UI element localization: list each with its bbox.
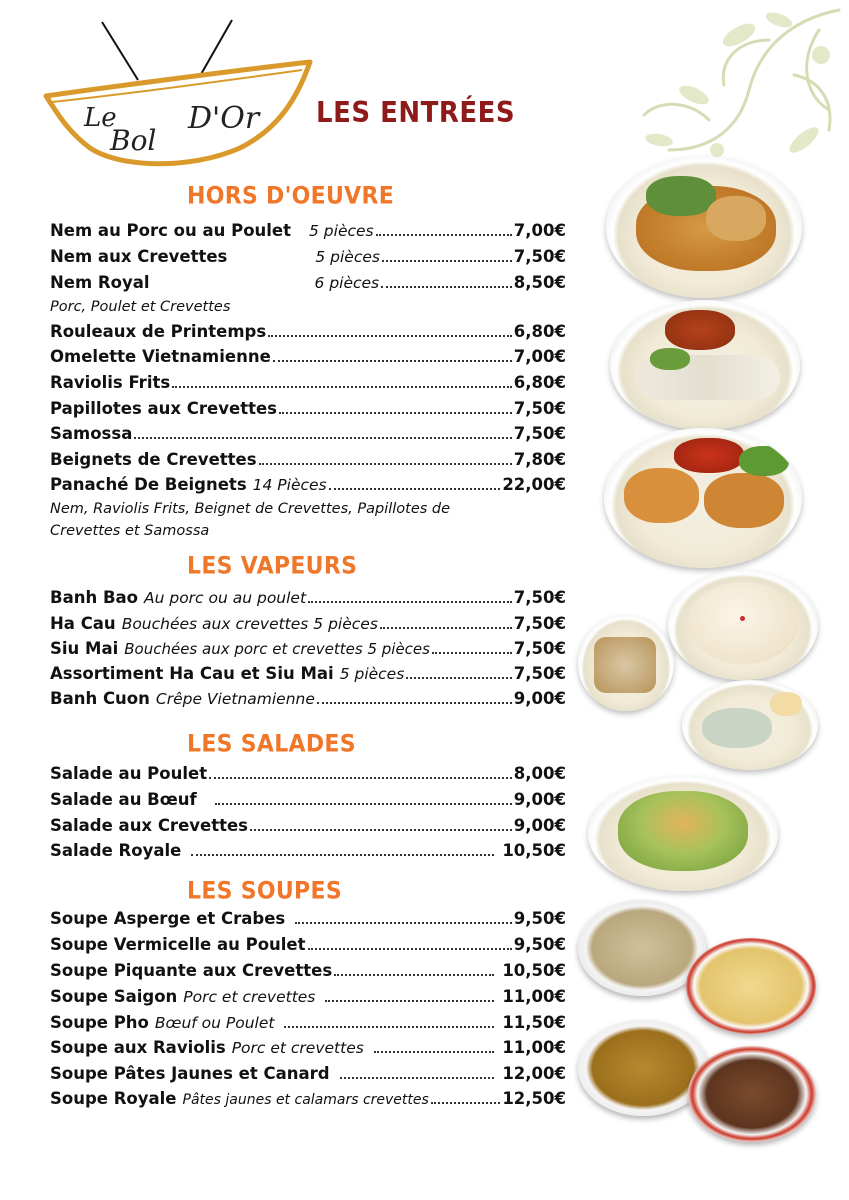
item-price: 7,50€ (513, 588, 566, 607)
dish-photo-salade (588, 776, 778, 891)
item-price: 9,00€ (513, 689, 566, 708)
floral-ornament-icon (589, 0, 849, 170)
item-name: Nem aux Crevettes (50, 247, 228, 266)
brand-line2: Bol (110, 124, 157, 157)
dish-photo-nems (606, 156, 802, 298)
item-desc: Porc et crevettes (231, 1039, 364, 1057)
menu-item (50, 322, 566, 348)
dot-leader (329, 488, 501, 490)
item-price: 6,80€ (513, 373, 566, 392)
item-name: Salade aux Crevettes (50, 816, 248, 835)
item-name: Salade au Poulet (50, 764, 208, 783)
item-desc: 6 pièces (314, 274, 380, 292)
brand-line3: D'Or (188, 101, 260, 136)
dot-leader (381, 286, 512, 288)
dot-leader (284, 1026, 494, 1028)
item-price: 9,50€ (513, 909, 566, 928)
item-price: 9,00€ (513, 790, 566, 809)
dot-leader (340, 1077, 495, 1079)
menu-item (50, 614, 566, 640)
item-price: 10,50€ (502, 841, 566, 860)
dot-leader (250, 829, 512, 831)
item-note: Nem, Raviolis Frits, Beignet de Crevettes, Papillotes de Crevettes et Samossa (50, 501, 451, 539)
menu-item (50, 909, 566, 935)
item-name: Soupe aux Raviolis (50, 1038, 226, 1057)
section-title-hors-doeuvre: HORS D'OEUVRE (187, 183, 395, 210)
item-name: Siu Mai (50, 639, 119, 658)
section-title-vapeurs: LES VAPEURS (187, 553, 358, 580)
item-price: 7,80€ (513, 450, 566, 469)
dish-photo-banh-bao (668, 570, 818, 680)
dot-leader (380, 627, 512, 629)
dot-leader (259, 463, 512, 465)
dot-leader (215, 803, 512, 805)
menu-item (50, 841, 566, 867)
item-price: 10,50€ (502, 961, 566, 980)
section-title-salades: LES SALADES (187, 731, 356, 758)
item-name: Banh Bao (50, 588, 138, 607)
dot-leader (209, 777, 512, 779)
dot-leader (191, 854, 494, 856)
item-price: 7,50€ (513, 639, 566, 658)
menu-item (50, 347, 566, 373)
item-price: 11,50€ (502, 1013, 566, 1032)
item-price: 7,00€ (513, 221, 566, 240)
item-price: 7,50€ (513, 664, 566, 683)
item-name: Soupe Pho (50, 1013, 149, 1032)
menu-item (50, 987, 566, 1013)
dish-photo-beignets (604, 428, 802, 568)
item-desc: 14 Pièces (252, 476, 327, 494)
item-name: Salade Royale (50, 841, 182, 860)
item-desc: 5 pièces (309, 222, 374, 240)
menu-item (50, 1038, 566, 1064)
item-price: 7,50€ (513, 247, 566, 266)
item-name: Assortiment Ha Cau et Siu Mai (50, 664, 334, 683)
item-price: 9,50€ (513, 935, 566, 954)
item-name: Soupe Piquante aux Crevettes (50, 961, 333, 980)
item-name: Soupe Pâtes Jaunes et Canard (50, 1064, 330, 1083)
brand-logo (40, 18, 320, 178)
item-name: Soupe Royale (50, 1089, 177, 1108)
menu-item (50, 373, 566, 399)
menu-item (50, 424, 566, 450)
item-desc: Crêpe Vietnamienne (155, 690, 315, 708)
dot-leader (273, 360, 512, 362)
item-desc: Bouchées aux crevettes 5 pièces (121, 615, 378, 633)
item-name: Nem Royal (50, 273, 150, 292)
menu-item (50, 221, 566, 247)
item-name: Banh Cuon (50, 689, 150, 708)
menu-item (50, 935, 566, 961)
item-name: Papillotes aux Crevettes (50, 399, 277, 418)
menu-item (50, 689, 566, 715)
item-name: Beignets de Crevettes (50, 450, 257, 469)
item-price: 11,00€ (502, 987, 566, 1006)
item-price: 22,00€ (502, 475, 566, 494)
dot-leader (376, 234, 512, 236)
menu-item (50, 816, 566, 842)
item-name: Panaché De Beignets (50, 475, 247, 494)
menu-item (50, 639, 566, 665)
dot-leader (268, 335, 512, 337)
item-price: 12,50€ (502, 1089, 566, 1108)
dish-photo-soupe-vermicelle (686, 938, 816, 1034)
item-desc: Porc et crevettes (183, 988, 316, 1006)
dot-leader (317, 702, 512, 704)
item-price: 9,00€ (513, 816, 566, 835)
page-title: LES ENTRÉES (316, 97, 516, 130)
dot-leader (295, 922, 512, 924)
item-price: 7,50€ (513, 424, 566, 443)
item-desc: Bœuf ou Poulet (154, 1014, 275, 1032)
dot-leader (134, 437, 511, 439)
menu-item (50, 790, 566, 816)
item-desc: Bouchées aux porc et crevettes 5 pièces (124, 640, 430, 658)
item-name: Salade au Bœuf (50, 790, 197, 809)
menu-item (50, 1064, 566, 1090)
item-desc: Pâtes jaunes et calamars crevettes (182, 1092, 429, 1108)
dot-leader (279, 412, 512, 414)
dish-photo-soupe-pho (688, 1046, 816, 1142)
item-name: Nem au Porc ou au Poulet (50, 221, 292, 240)
menu-item (50, 664, 566, 690)
item-desc: 5 pièces (315, 248, 380, 266)
item-name: Soupe Vermicelle au Poulet (50, 935, 306, 954)
dot-leader (432, 652, 512, 654)
item-price: 6,80€ (513, 322, 566, 341)
item-name: Samossa (50, 424, 133, 443)
menu-item (50, 764, 566, 790)
menu-item (50, 247, 566, 273)
item-name: Omelette Vietnamienne (50, 347, 271, 366)
item-name: Soupe Asperge et Crabes (50, 909, 286, 928)
dish-photo-banh-cuon (682, 680, 818, 770)
dot-leader (431, 1102, 501, 1104)
item-price: 8,00€ (513, 764, 566, 783)
brand-line1: Le (84, 103, 117, 133)
item-desc: Au porc ou au poulet (144, 589, 307, 607)
menu-item (50, 961, 566, 987)
dot-leader (172, 386, 512, 388)
item-desc: 5 pièces (339, 665, 405, 683)
dot-leader (382, 260, 512, 262)
item-name: Rouleaux de Printemps (50, 322, 267, 341)
item-price: 7,00€ (513, 347, 566, 366)
item-note: Porc, Poulet et Crevettes (50, 299, 231, 315)
menu-item (50, 399, 566, 425)
item-name: Ha Cau (50, 614, 116, 633)
dot-leader (374, 1051, 495, 1053)
item-name: Raviolis Frits (50, 373, 171, 392)
dot-leader (334, 974, 494, 976)
menu-item (50, 1013, 566, 1039)
dish-photo-ha-cau (578, 615, 674, 711)
bowl-logo-icon (40, 18, 320, 178)
chopsticks-icon (102, 20, 232, 80)
dish-photo-rouleaux (610, 300, 800, 430)
dot-leader (308, 601, 512, 603)
dot-leader (308, 948, 512, 950)
item-price: 11,00€ (502, 1038, 566, 1057)
dot-leader (406, 677, 512, 679)
item-price: 12,00€ (502, 1064, 566, 1083)
item-price: 8,50€ (513, 273, 566, 292)
menu-item (50, 1089, 566, 1115)
item-price: 7,50€ (513, 614, 566, 633)
menu-item (50, 450, 566, 476)
menu-item (50, 588, 566, 614)
section-title-soupes: LES SOUPES (187, 878, 342, 905)
item-price: 7,50€ (513, 399, 566, 418)
item-name: Soupe Saigon (50, 987, 178, 1006)
dot-leader (325, 1000, 494, 1002)
